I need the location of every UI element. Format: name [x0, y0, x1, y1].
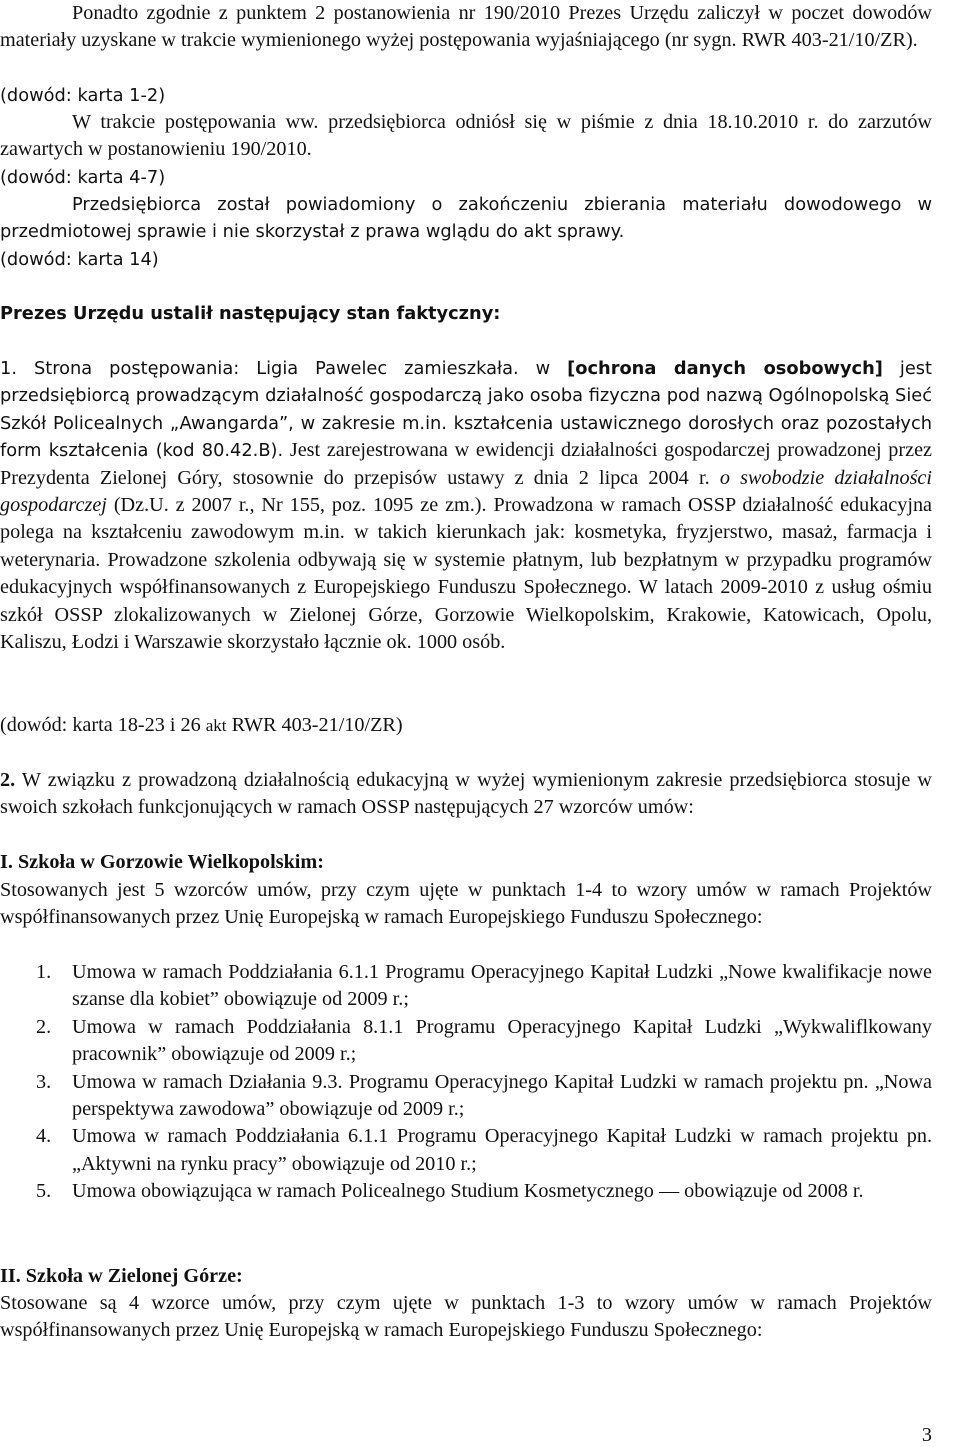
registration-text: Jest zarejestrowana w ewidencji działalności gospodarczej prowadzonej przez Prezydenta Zielonej Góry, stosownie do przepisów ustawy z dnia 2 lipca 2004 r.	[0, 439, 932, 489]
list-item	[0, 1123, 932, 1178]
list-item	[0, 1178, 932, 1205]
list-item-text: Umowa obowiązująca w ramach Policealnego Studium Kosmetycznego — obowiązuje od 2008 r.	[72, 1180, 864, 1203]
legal-citation: (Dz.U. z 2007 r., Nr 155, poz. 1095 ze zm.).	[106, 494, 487, 517]
facts-heading: Prezes Urzędu ustalił następujący stan faktyczny:	[0, 303, 501, 324]
list-item-number: 1.	[36, 961, 52, 983]
list-item-text: Umowa w ramach Poddziałania 6.1.1 Programu Operacyjnego Kapitał Ludzki „Nowe kwalifikacje nowe szanse dla kobiet” obowiązuje od 2009 r.;	[72, 961, 932, 1011]
list-item-number: 3.	[36, 1070, 52, 1093]
list-item-number: 2.	[36, 1015, 52, 1038]
intro-paragraph-response: W trakcie postępowania ww. przedsiębiorca odniósł się w piśmie z dnia 18.10.2010 r. do zarzutów zawartych w postanowieniu 190/2010.	[0, 111, 932, 161]
evidence-reference-2: (dowód: karta 4-7)	[0, 167, 166, 188]
act-title: o swobodzie działalności gospodarczej	[0, 466, 933, 517]
list-item-number: 5.	[36, 1180, 52, 1203]
school-1-contract-list	[0, 959, 932, 1206]
activity-description: Prowadzona w ramach OSSP działalność edukacyjna polega na kształceniu zawodowym m.in. w takich kierunkach jak: kosmetyka, fryzjerstwo, masaż, farmacja i weterynaria. Prowadzone szkolenia odbywają się w systemie płatnym, lub bezpłatnym w przypadku programów edukacyjnych współfinansowanych z Europejskiego Funduszu Społecznego. W latach 2009-2010 z usług ośmiu szkół OSSP zlokalizowanych w Zielonej Górze, Gorzowie Wielkopolskim, Krakowie, Katowicach, Opolu, Kaliszu, Łodzi i Warszawie skorzystało łącznie ok. 1000 osób.	[0, 494, 932, 654]
school-1-heading: I. Szkoła w Gorzowie Wielkopolskim:	[0, 851, 324, 873]
list-item-text: Umowa w ramach Poddziałania 6.1.1 Programu Operacyjnego Kapitał Ludzki w ramach projektu pn. „Aktywni na rynku pracy” obowiązuje od 2010 r.;	[72, 1125, 932, 1175]
evidence-reference-4: (dowód: karta 18-23 i 26 akt RWR 403-21/10/ZR)	[0, 714, 403, 736]
evidence-reference-1: (dowód: karta 1-2)	[0, 85, 166, 106]
redacted-personal-data: [ochrona danych osobowych]	[567, 358, 883, 379]
intro-paragraph-notification: Przedsiębiorca został powiadomiony o zakończeniu zbierania materiału dowodowego w przedmiotowej sprawie i nie skorzystał z prawa wglądu do akt sprawy.	[0, 194, 932, 243]
list-item-number: 4.	[36, 1125, 52, 1148]
list-item	[0, 1014, 932, 1069]
section-2-text: W związku z prowadzoną działalnością edukacyjną w wyżej wymienionym zakresie przedsiębiorca stosuje w swoich szkołach funkcjonujących w ramach OSSP następujących 27 wzorców umów:	[0, 769, 932, 819]
section-2-paragraph	[0, 767, 932, 822]
evidence-reference-3: (dowód: karta 14)	[0, 249, 159, 270]
list-item	[0, 1069, 932, 1124]
section-2-number: 2.	[0, 769, 16, 791]
list-item-text: Umowa w ramach Działania 9.3. Programu Operacyjnego Kapitał Ludzki w ramach projektu pn. „Nowa perspektywa zawodowa” obowiązuje od 2009 r.;	[72, 1070, 932, 1121]
list-item	[0, 959, 932, 1014]
page-number: 3	[921, 1424, 932, 1446]
intro-paragraph-evidence-materials: Ponadto zgodnie z punktem 2 postanowienia nr 190/2010 Prezes Urzędu zaliczył w poczet dowodów materiały uzyskane w trakcie wymienionego wyżej postępowania wyjaśniającego (nr sygn. RWR 403-21/10/ZR).	[0, 2, 932, 52]
party-description: 1. Strona postępowania: Ligia Pawelec zamieszkała. w	[0, 358, 568, 379]
list-item-text: Umowa w ramach Poddziałania 8.1.1 Programu Operacyjnego Kapitał Ludzki „Wykwaliflkowany pracownik” obowiązuje od 2009 r.;	[72, 1015, 932, 1066]
section-1-paragraph	[0, 355, 932, 656]
school-1-intro: Stosowanych jest 5 wzorców umów, przy czym ujęte w punktach 1-4 to wzory umów w ramach Projektów współfinansowanych przez Unię Europejską w ramach Europejskiego Funduszu Społecznego:	[0, 879, 932, 929]
party-business-description: jest przedsiębiorcą prowadzącym działalność gospodarczą jako osoba fizyczna pod nazwą Ogólnopolską Sieć Szkół Policealnych „Awangarda”, w zakresie m.in. kształcenia ustawicznego dorosłych oraz pozostałych form kształcenia (kod 80.42.B).	[0, 358, 932, 462]
school-2-heading: II. Szkoła w Zielonej Górze:	[0, 1265, 243, 1287]
school-2-intro: Stosowane są 4 wzorce umów, przy czym ujęte w punktach 1-3 to wzory umów w ramach Projektów współfinansowanych przez Unię Europejską w ramach Europejskiego Funduszu Społecznego:	[0, 1292, 932, 1342]
